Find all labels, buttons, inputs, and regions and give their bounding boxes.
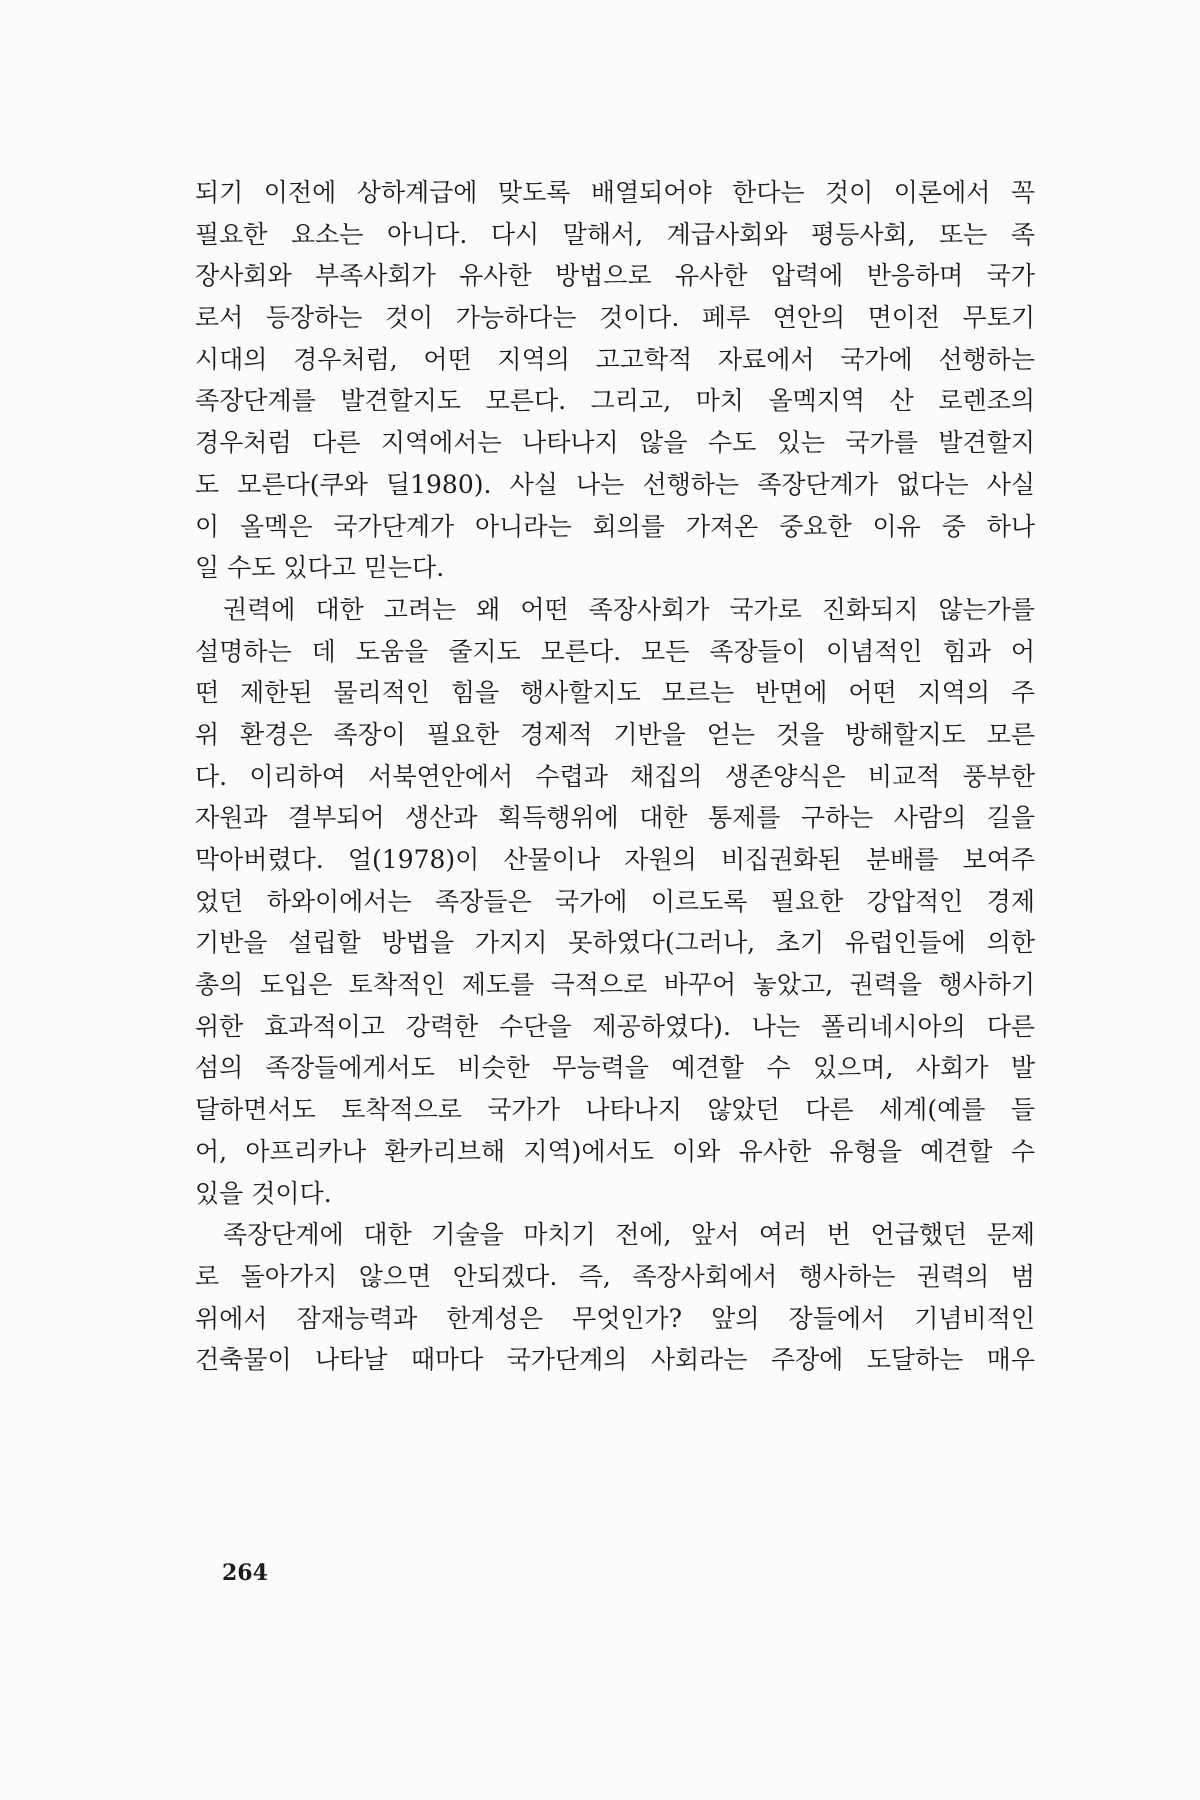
body-text <box>195 172 1035 1381</box>
text-line: 시대의 경우처럼, 어떤 지역의 고고학적 자료에서 국가에 선행하는 <box>195 344 1035 374</box>
text-line: 있을 것이다. <box>195 1178 332 1208</box>
text-line: 섬의 족장들에게서도 비슷한 무능력을 예견할 수 있으며, 사회가 발 <box>195 1053 1035 1083</box>
text-line: 었던 하와이에서는 족장들은 국가에 이르도록 필요한 강압적인 경제 <box>195 886 1035 916</box>
text-line: 일 수도 있다고 믿는다. <box>195 553 445 583</box>
text-line: 설명하는 데 도움을 줄지도 모른다. 모든 족장들이 이념적인 힘과 어 <box>195 636 1035 666</box>
text-line: 로서 등장하는 것이 가능하다는 것이다. 페루 연안의 면이전 무토기 <box>195 303 1035 333</box>
text-line: 건축물이 나타날 때마다 국가단계의 사회라는 주장에 도달하는 매우 <box>195 1345 1035 1375</box>
text-line: 위 환경은 족장이 필요한 경제적 기반을 얻는 것을 방해할지도 모른 <box>195 719 1035 749</box>
text-line: 이 올멕은 국가단계가 아니라는 회의를 가져온 중요한 이유 중 하나 <box>195 511 1035 541</box>
text-line: 필요한 요소는 아니다. 다시 말해서, 계급사회와 평등사회, 또는 족 <box>195 219 1035 249</box>
text-line: 족장단계를 발견할지도 모른다. 그리고, 마치 올멕지역 산 로렌조의 <box>195 386 1035 416</box>
text-line: 떤 제한된 물리적인 힘을 행사할지도 모르는 반면에 어떤 지역의 주 <box>195 678 1035 708</box>
text-line: 어, 아프리카나 환카리브해 지역)에서도 이와 유사한 유형을 예견할 수 <box>195 1136 1035 1166</box>
text-line: 기반을 설립할 방법을 가지지 못하였다(그러나, 초기 유럽인들에 의한 <box>195 928 1035 958</box>
text-line: 자원과 결부되어 생산과 획득행위에 대한 통제를 구하는 사람의 길을 <box>195 803 1035 833</box>
text-line: 총의 도입은 토착적인 제도를 극적으로 바꾸어 놓았고, 권력을 행사하기 <box>195 970 1035 1000</box>
text-line: 막아버렸다. 얼(1978)이 산물이나 자원의 비집권화된 분배를 보여주 <box>195 845 1035 874</box>
text-line: 도 모른다(쿠와 딜1980). 사실 나는 선행하는 족장단계가 없다는 사실 <box>195 469 1035 499</box>
text-line: 위에서 잠재능력과 한계성은 무엇인가? 앞의 장들에서 기념비적인 <box>195 1303 1035 1333</box>
text-line: 경우처럼 다른 지역에서는 나타나지 않을 수도 있는 국가를 발견할지 <box>195 428 1035 458</box>
text-line: 족장단계에 대한 기술을 마치기 전에, 앞서 여러 번 언급했던 문제 <box>223 1220 1035 1250</box>
page-number: 264 <box>222 1560 268 1586</box>
text-line: 위한 효과적이고 강력한 수단을 제공하였다). 나는 폴리네시아의 다른 <box>195 1011 1035 1041</box>
text-line: 장사회와 부족사회가 유사한 방법으로 유사한 압력에 반응하며 국가 <box>195 261 1035 291</box>
text-line: 되기 이전에 상하계급에 맞도록 배열되어야 한다는 것이 이론에서 꼭 <box>195 178 1035 207</box>
text-line: 다. 이리하여 서북연안에서 수렵과 채집의 생존양식은 비교적 풍부한 <box>195 761 1035 791</box>
text-line: 권력에 대한 고려는 왜 어떤 족장사회가 국가로 진화되지 않는가를 <box>223 594 1035 624</box>
text-line: 로 돌아가지 않으면 안되겠다. 즉, 족장사회에서 행사하는 권력의 범 <box>195 1261 1035 1291</box>
text-line: 달하면서도 토착적으로 국가가 나타나지 않았던 다른 세계(예를 들 <box>195 1095 1035 1125</box>
